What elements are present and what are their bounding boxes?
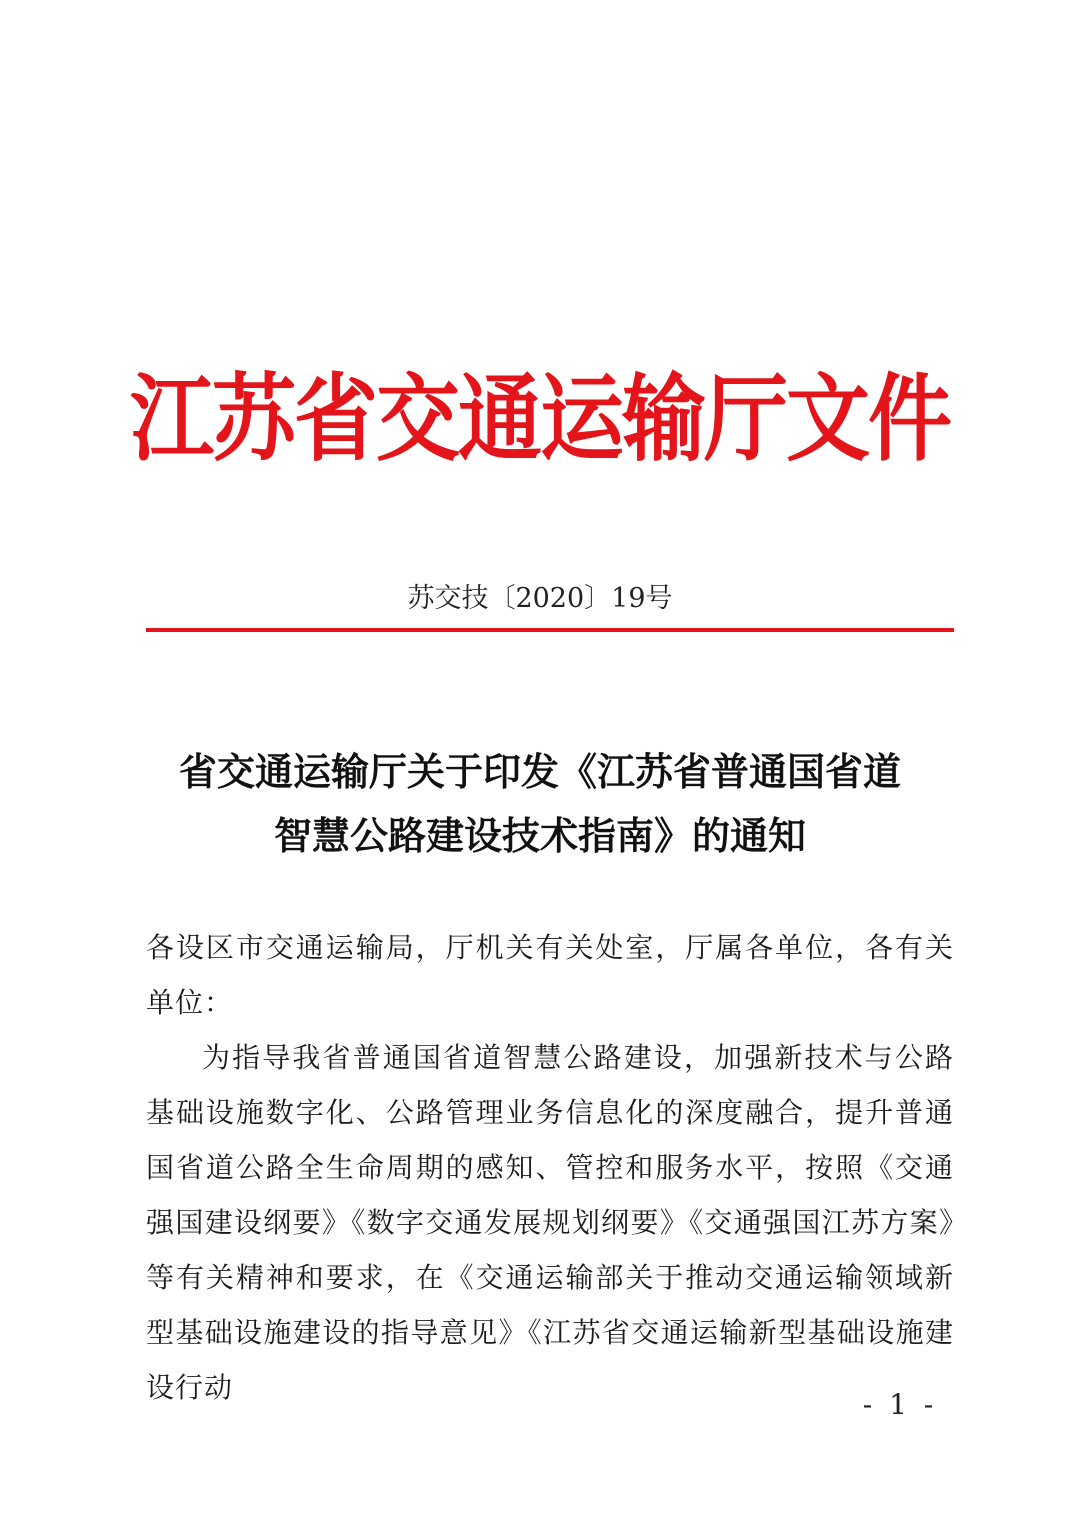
page-number: - 1 - xyxy=(862,1388,938,1421)
document-masthead: 江苏省交通运输厅文件 xyxy=(129,363,950,475)
notice-title-line-1: 省交通运输厅关于印发《江苏省普通国省道 xyxy=(178,749,901,794)
document-number: 苏交技〔2020〕19号 xyxy=(407,583,673,614)
body-paragraph: 为指导我省普通国省道智慧公路建设，加强新技术与公路基础设施数字化、公路管理业务信息化的深度融合，提升普通国省道公路全生命周期的感知、管控和服务水平，按照《交通强国建设纲要》《数字交通发展规划纲要》《交通强国江苏方案》等有关精神和要求，在《交通运输部关于推动交通运输领域新型基础设施建设的指导意见》《江苏省交通运输新型基础设施建设行动 xyxy=(146,1041,954,1404)
document-body xyxy=(146,920,954,1415)
notice-title-line-2: 智慧公路建设技术指南》的通知 xyxy=(273,813,806,858)
red-divider-line xyxy=(146,628,954,632)
addressee-line: 各设区市交通运输局，厅机关有关处室，厅属各单位，各有关单位： xyxy=(146,931,954,1019)
notice-title xyxy=(100,740,980,868)
